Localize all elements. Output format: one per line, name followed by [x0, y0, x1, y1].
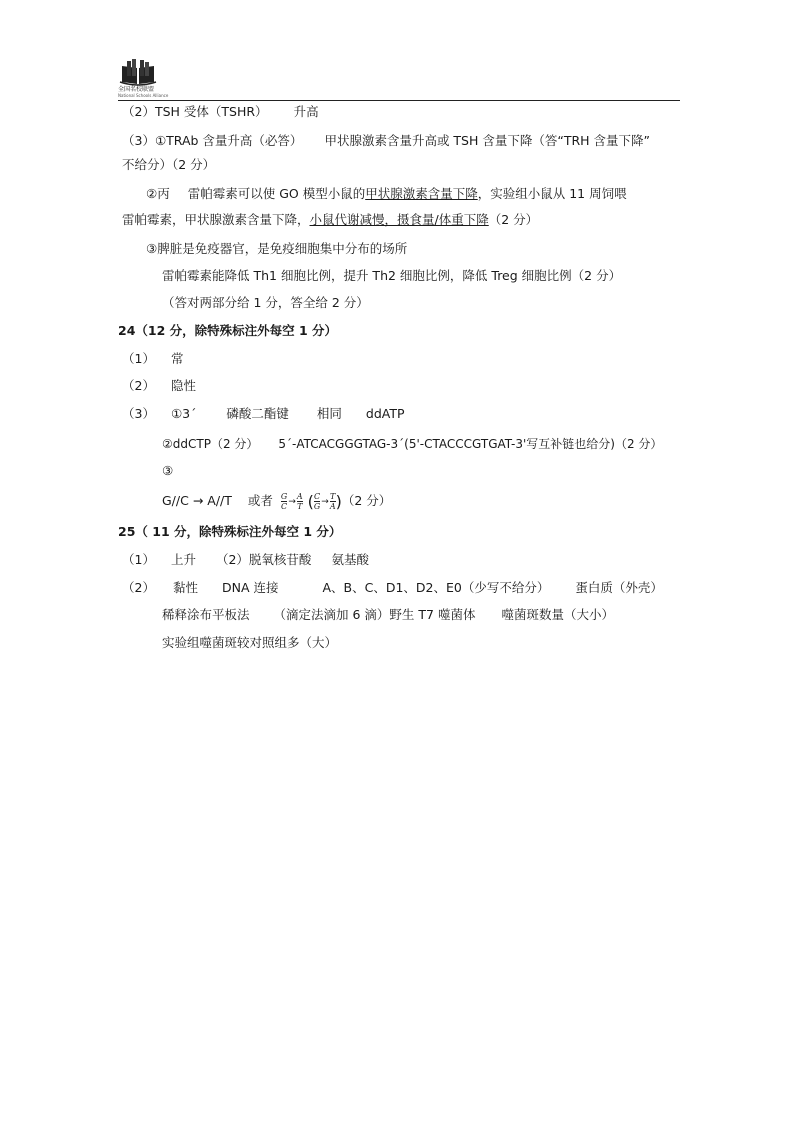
q25-p1-b: （2）脱氧核苷酸: [215, 552, 312, 567]
q25-p1-c: 氨基酸: [331, 552, 369, 567]
q23-part3: [122, 133, 650, 149]
q25-p1-label: （1）: [122, 552, 155, 567]
arrow-icon: →: [288, 496, 296, 507]
q23-p3-label: （3）: [122, 133, 155, 148]
q25-part2: [122, 580, 663, 596]
fraction-a-t: [297, 492, 303, 511]
q23-c2-b-underlined: 甲状腺激素含量下降: [365, 186, 478, 201]
q23-p3-answer-a: ①TRAb 含量升高（必答）: [154, 133, 303, 148]
q25-l2-b: （滴定法滴加 6 滴）野生 T7 噬菌体: [273, 607, 476, 622]
q25-p2-d: 蛋白质（外壳）: [575, 580, 663, 595]
q24-mut-b: A//T: [207, 493, 232, 508]
q24-p3-b: 磷酸二酯键: [226, 406, 289, 421]
book-icon: [118, 58, 158, 86]
page-header: [118, 58, 680, 101]
q24-p3-label: （3）: [122, 406, 155, 421]
logo-subtext: National Schools Alliance: [118, 93, 169, 98]
q24-circle3: ③: [162, 463, 174, 478]
q25-p2-label: （2）: [122, 580, 155, 595]
school-logo: [118, 58, 169, 100]
q23-c2-a: ②丙: [146, 186, 170, 201]
arrow-icon: →: [192, 493, 204, 508]
q23-p2-answer-a: TSH 受体（TSHR）: [154, 104, 268, 119]
frac-bottom: A: [329, 502, 336, 511]
q25-part1: [122, 552, 369, 568]
q25-l2-c: 噬菌斑数量（大小）: [501, 607, 614, 622]
q24-c2-a: ②ddCTP（2 分）: [162, 437, 259, 451]
q23-circle3-line3: （答对两部分给 1 分，答全给 2 分）: [162, 295, 369, 310]
q23-c2-d-underlined: 小鼠代谢减慢，摄食量/体重下降: [309, 212, 489, 227]
arrow-icon: →: [321, 496, 329, 507]
q23-c2-d: 雷帕霉素，甲状腺激素含量下降，: [122, 212, 310, 227]
q24-part3: [122, 406, 405, 422]
q23-part2: [122, 104, 319, 120]
paren-open: (: [307, 491, 314, 511]
fraction-g-c: [281, 492, 287, 511]
q24-p3-a: ①3ˊ: [170, 406, 197, 421]
paren-close: ): [335, 491, 342, 511]
q24-p1-label: （1）: [122, 351, 155, 366]
q23-circle3: ③脾脏是免疫器官，是免疫细胞集中分布的场所: [146, 241, 408, 256]
q23-p2-answer-b: 升高: [293, 104, 319, 119]
fraction-c-g: [314, 492, 320, 511]
frac-top: C: [314, 492, 321, 501]
q25-part2-line3: 实验组噬菌斑较对照组多（大）: [162, 635, 338, 650]
frac-top: G: [280, 492, 288, 501]
frac-top: T: [330, 492, 336, 501]
q25-p2-a: 黏性: [172, 580, 198, 595]
q24-part1: [122, 351, 183, 367]
q23-circle2: [146, 186, 627, 202]
q23-part3-cont: 不给分）（2 分）: [122, 157, 216, 172]
q24-p2-answer: 隐性: [170, 378, 196, 393]
q24-part2: [122, 378, 196, 394]
q23-circle3-line2: 雷帕霉素能降低 Th1 细胞比例，提升 Th2 细胞比例，降低 Treg 细胞比例（2 分）: [162, 268, 622, 283]
q24-p1-answer: 常: [170, 351, 184, 366]
frac-bottom: T: [297, 502, 303, 511]
q24-p3-c: 相同: [316, 406, 342, 421]
frac-top: A: [296, 492, 303, 501]
frac-bottom: C: [281, 502, 288, 511]
q24-mut-score: （2 分）: [341, 493, 392, 508]
q24-title: 24（12 分，除特殊标注外每空 1 分）: [118, 323, 338, 338]
q25-p2-c: A、B、C、D1、D2、E0（少写不给分）: [322, 580, 550, 595]
frac-bottom: G: [313, 502, 321, 511]
q25-l2-a: 稀释涂布平板法: [162, 607, 250, 622]
q23-p2-label: （2）: [122, 104, 155, 119]
q24-circle2: [162, 436, 662, 452]
q24-c2-b: 5ˊ-ATCACGGGTAG-3ˊ(5'-CTACCCGTGAT-3'写互补链也给分)（2 分）: [278, 437, 663, 451]
q24-mut-a: G//C: [162, 493, 189, 508]
q23-c2-c: ，实验组小鼠从 11 周饲喂: [477, 186, 627, 201]
q24-p2-label: （2）: [122, 378, 155, 393]
q25-title: 25（ 11 分，除特殊标注外每空 1 分）: [118, 524, 342, 539]
q24-p3-d: ddATP: [365, 406, 405, 421]
q23-circle2-cont: [122, 212, 538, 228]
q23-c2-e: （2 分）: [488, 212, 539, 227]
q23-p3-answer-b: 甲状腺激素含量升高或 TSH 含量下降（答“TRH 含量下降”: [324, 133, 650, 148]
q25-p1-a: 上升: [170, 552, 196, 567]
logo-text: 全国名校联盟: [118, 86, 155, 93]
q25-p2-b: DNA 连接: [221, 580, 279, 595]
q24-mutation: [162, 490, 391, 513]
q25-part2-line2: [162, 607, 614, 623]
q24-mut-or: 或者: [247, 493, 273, 508]
q23-c2-b: 雷帕霉素可以使 GO 模型小鼠的: [187, 186, 366, 201]
